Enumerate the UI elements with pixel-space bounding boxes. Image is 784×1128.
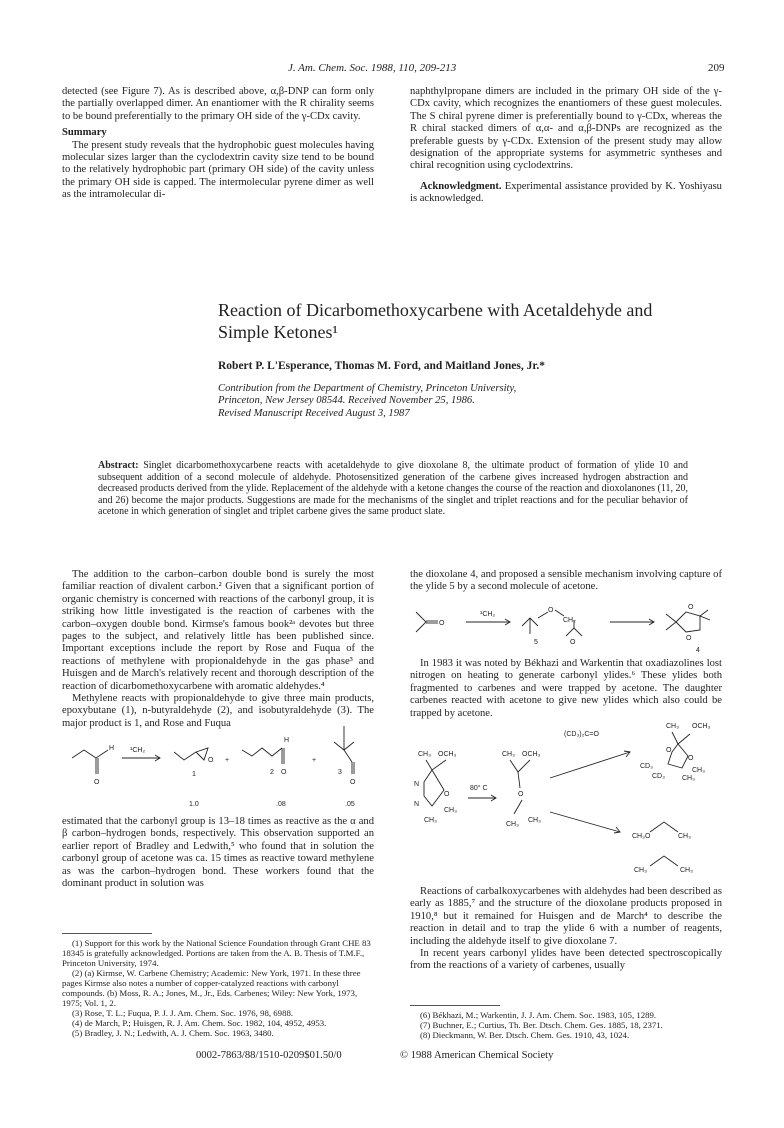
body-paragraph-5: In 1983 it was noted by Békhazi and Warkentin that oxadiazolines lost nitrogen on heating to generate carbonyl ylides.⁶ These ylides both fragmented to carbenes and were trapped by acetone. The daughter carbenes reacted with acetone to give new ylides which also could be trapped by acetone. xyxy=(410,658,722,719)
ratio-2: .08 xyxy=(276,801,286,808)
ratio-1: 1.0 xyxy=(189,801,199,808)
prev-article-right-column xyxy=(410,86,722,206)
body-right-middle xyxy=(410,658,722,720)
footnotes-left xyxy=(62,938,374,1038)
propionaldehyde-chain xyxy=(72,750,108,758)
oxadiazoline-ring xyxy=(424,770,444,806)
aldehyde-h: H xyxy=(109,745,115,752)
acetone-skeleton xyxy=(416,612,426,632)
svg-text:CH₃: CH₃ xyxy=(502,751,515,758)
prev-article-left-column xyxy=(62,86,374,202)
carbonyl-o: O xyxy=(94,779,100,786)
footnote-4: (4) de March, P.; Huisgen, R. J. Am. Chem. Soc. 1982, 104, 4952, 4953. xyxy=(72,1018,327,1028)
footnote-3: (3) Rose, T. L.; Fuqua, P. J. J. Am. Chem. Soc. 1976, 98, 6988. xyxy=(72,1008,294,1018)
summary-paragraph: The present study reveals that the hydrophobic guest molecules having molecular sizes larger than the cyclodextrin cavity size tend to be bound to the relatively hydrophobic part (primary OH side) of the cavity unless the primary OH side is capped. The intermolecular pyrene dimer as well as the intramolecular di- xyxy=(62,139,374,201)
page-number: 209 xyxy=(708,62,725,74)
svg-text:O: O xyxy=(518,791,524,798)
title-line-2: Simple Ketones¹ xyxy=(218,322,338,342)
svg-text:CH₃: CH₃ xyxy=(680,867,693,874)
svg-text:OCH₃: OCH₃ xyxy=(438,751,457,758)
epoxide-chain xyxy=(174,752,196,760)
body-paragraph-2: Methylene reacts with propionaldehyde to give three main products, epoxybutane (1), n-butyraldehyde (2), and isobutyraldehyde (3). The major product is 1, and Rose and Fuqua xyxy=(62,693,374,729)
svg-text:OCH₃: OCH₃ xyxy=(522,751,541,758)
footnote-1: (1) Support for this work by the National Science Foundation through Grant CHE 83 18345 is gratefully acknowledged. Portions are taken from the A. B. Thesis of T.M.F., Princeton University, 1974. xyxy=(62,938,371,968)
footnote-6: (6) Békhazi, M.; Warkentin, J. J. Am. Chem. Soc. 1983, 105, 1289. xyxy=(420,1010,657,1020)
svg-text:CH₃: CH₃ xyxy=(444,807,457,814)
reagent-acetone-d6: (CD₃)₂C=O xyxy=(564,731,599,738)
footnote-rule-right xyxy=(410,1005,500,1006)
body-paragraph-1: The addition to the carbon–carbon double bond is surely the most familiar reaction of divalent carbon.² Given that a significant portion of organic chemistry is concerned with reactions of the carbonyl group, it is striking how little investigated is the reaction of carbenes with the carbon–oxygen double bond. Kirmse's famous book²ᵃ devotes but three pages to the subject, and relatively little has been published since. Important exceptions include the report by Rose and Fuqua of the reactions of methylene with propionaldehyde in the gas phase³ and Huisgen and de March's relatively recent and thorough description of the reaction of dicarbomethoxycarbene with aromatic aldehydes.⁴ xyxy=(62,569,374,692)
svg-text:CH₃: CH₃ xyxy=(682,775,695,782)
ylide-o: O xyxy=(548,607,554,614)
arrow-to-fragments xyxy=(550,812,620,832)
label-3: 3 xyxy=(338,769,342,776)
svg-text:O: O xyxy=(688,755,694,762)
label-5: 5 xyxy=(534,639,538,646)
article-title xyxy=(218,299,718,343)
svg-text:N: N xyxy=(414,781,420,788)
abstract xyxy=(98,460,688,518)
prev-right-paragraph: naphthylpropane dimers are included in the primary OH side of the γ-CDx cavity, which recognizes the enantiomers of these guest molecules. The S chiral pyrene dimer is preferentially bound to γ-CDx, whereas the R chiral stacked dimers of α,α- and α,β-DNPs are recognized as the preferable guests by γ-CDx. Extension of the present study may allow designation of the appropriate systems for asymmetric syntheses and chiral recognition using cyclodextrins. xyxy=(410,86,722,172)
reagent-ch2: ¹CH₂ xyxy=(480,611,496,618)
footnote-8: (8) Dieckmann, W. Ber. Dtsch. Chem. Ges. 1910, 43, 1024. xyxy=(420,1030,630,1040)
title-line-1: Reaction of Dicarbomethoxycarbene with Acetaldehyde and xyxy=(218,300,653,320)
affil-line-2: Princeton, New Jersey 08544. Received November 25, 1986. xyxy=(218,395,475,407)
svg-text:+: + xyxy=(225,757,230,764)
aldehyde-o-3: O xyxy=(350,779,356,786)
epoxide-o: O xyxy=(208,757,214,764)
ack-text: Experimental assistance provided by K. Yoshiyasu is acknowledged. xyxy=(410,180,722,205)
aldehyde-h-2: H xyxy=(284,737,290,744)
label-2: 2 xyxy=(270,769,274,776)
svg-text:O: O xyxy=(666,747,672,754)
aldehyde-o-2: O xyxy=(281,769,287,776)
scheme-acetone-ylide xyxy=(410,598,722,654)
svg-text:+: + xyxy=(312,757,317,764)
svg-text:CH₃: CH₃ xyxy=(634,867,647,874)
svg-text:CH₃O: CH₃O xyxy=(632,833,651,840)
label-4: 4 xyxy=(696,647,700,654)
body-paragraph-6: Reactions of carbalkoxycarbenes with aldehydes had been described as early as 1885,⁷ and the structure of the dioxolane products proposed in 1910,⁸ but it remained for Huisgen and de March⁴ to describe the reaction in detail and to trap the ylide 6 with a number of reagents, including the aldehyde itself to give dioxolane 7. xyxy=(410,886,722,947)
body-paragraph-4: the dioxolane 4, and proposed a sensible mechanism involving capture of the ylide 5 by a second molecule of acetone. xyxy=(410,569,722,593)
ylide-ch2: CH₂ xyxy=(563,617,576,624)
footnote-5: (5) Bradley, J. N.; Ledwith, A. J. Chem. Soc. 1963, 3480. xyxy=(72,1028,274,1038)
affil-line-3: Revised Manuscript Received August 3, 1987 xyxy=(218,407,410,419)
arrow-to-dioxolane xyxy=(550,752,630,778)
svg-text:CH₃: CH₃ xyxy=(424,817,437,824)
svg-text:CH₃: CH₃ xyxy=(666,723,679,730)
footnote-2: (2) (a) Kirmse, W. Carbene Chemistry; Academic: New York, 1971. In these three pages Kirmse also notes a number of copper-catalyzed reactions with carbonyl compounds. (b) Moss, R. A.; Jones, M., Jr., Eds. Carbenes; Wiley: New York, 1973, 1975; Vol. 1, 2. xyxy=(62,968,361,1008)
footnote-7: (7) Buchner, E.; Curtius, Th. Ber. Dtsch. Chem. Ges. 1885, 18, 2371. xyxy=(420,1020,663,1030)
svg-text:CH₃: CH₃ xyxy=(418,751,431,758)
scheme-oxadiazoline xyxy=(410,716,722,882)
svg-text:O: O xyxy=(688,604,694,611)
butyraldehyde-chain xyxy=(242,748,282,756)
body-paragraph-3: estimated that the carbonyl group is 13–18 times as reactive as the α and β carbon–hydrogen bonds, respectively. This observation supported an earlier report of Bradley and Ledwith,⁵ who found that in solution the carbonyl group of acetone was ca. 15 times as reactive toward methylene as was the carbon–hydrogen bond. These workers found that the dominant product in solution was xyxy=(62,816,374,890)
abstract-text: Singlet dicarbomethoxycarbene reacts with acetaldehyde to give dioxolane 8, the ultimate product of formation of ylide 10 and subsequent addition of a second molecule of aldehyde. Photosensitized generation of the carbene gives increased hydrogen abstraction and decreased products derived from the ylide. Replacement of the aldehyde with a ketone changes the course of the reaction and dioxolanones (11, 20, and 26) become the major products. Suggestions are made for the mechanisms of the singlet and triplet reactions and for the peculiar behavior of acetone in which generation of singlet and triplet carbene gives the same product slate. xyxy=(98,460,688,518)
abstract-label: Abstract: xyxy=(98,460,139,471)
svg-text:CH₃: CH₃ xyxy=(692,767,705,774)
svg-text:O: O xyxy=(570,639,576,646)
condition-80c: 80° C xyxy=(470,785,488,792)
svg-text:N: N xyxy=(414,801,420,808)
affiliation xyxy=(218,383,718,420)
footer-copyright: © 1988 American Chemical Society xyxy=(400,1050,554,1061)
running-header: J. Am. Chem. Soc. 1988, 110, 209-213 xyxy=(288,62,457,74)
acknowledgment xyxy=(410,181,722,206)
summary-heading: Summary xyxy=(62,127,107,139)
svg-text:CH₃: CH₃ xyxy=(528,817,541,824)
ratio-3: .05 xyxy=(345,801,355,808)
body-right-top xyxy=(410,569,722,594)
dioxolane-ring xyxy=(676,612,700,632)
footer-code: 0002-7863/88/1510-0209$01.50/0 xyxy=(196,1050,342,1061)
body-right-bottom xyxy=(410,886,722,973)
authors: Robert P. L'Esperance, Thomas M. Ford, and Maitland Jones, Jr.* xyxy=(218,360,546,372)
footnote-rule-left xyxy=(62,933,152,934)
svg-text:CH₃: CH₃ xyxy=(506,821,519,828)
svg-text:CH₃: CH₃ xyxy=(678,833,691,840)
svg-text:CD₃: CD₃ xyxy=(652,773,665,780)
acetone-o: O xyxy=(439,620,445,627)
footnotes-right xyxy=(410,1010,722,1040)
prev-paragraph: detected (see Figure 7). As is described above, α,β-DNP can form only the partially overlapped dimer. An enantiomer with the R chirality seems to be bound preferentially to the primary OH side of the γ-CDx cavity. xyxy=(62,86,374,122)
svg-text:CD₃: CD₃ xyxy=(640,763,653,770)
svg-text:O: O xyxy=(686,635,692,642)
affil-line-1: Contribution from the Department of Chemistry, Princeton University, xyxy=(218,383,517,394)
svg-text:O: O xyxy=(444,791,450,798)
label-1: 1 xyxy=(192,771,196,778)
body-paragraph-7: In recent years carbonyl ylides have been detected spectroscopically from the reactions of a variety of carbenes, usually xyxy=(410,948,722,972)
svg-text:OCH₃: OCH₃ xyxy=(692,723,711,730)
ack-label: Acknowledgment. xyxy=(420,180,502,192)
epoxide-ring xyxy=(196,748,208,760)
body-left-bottom xyxy=(62,816,374,890)
scheme-propionaldehyde xyxy=(62,690,374,810)
reagent-ch2: ¹CH₂ xyxy=(130,747,146,754)
